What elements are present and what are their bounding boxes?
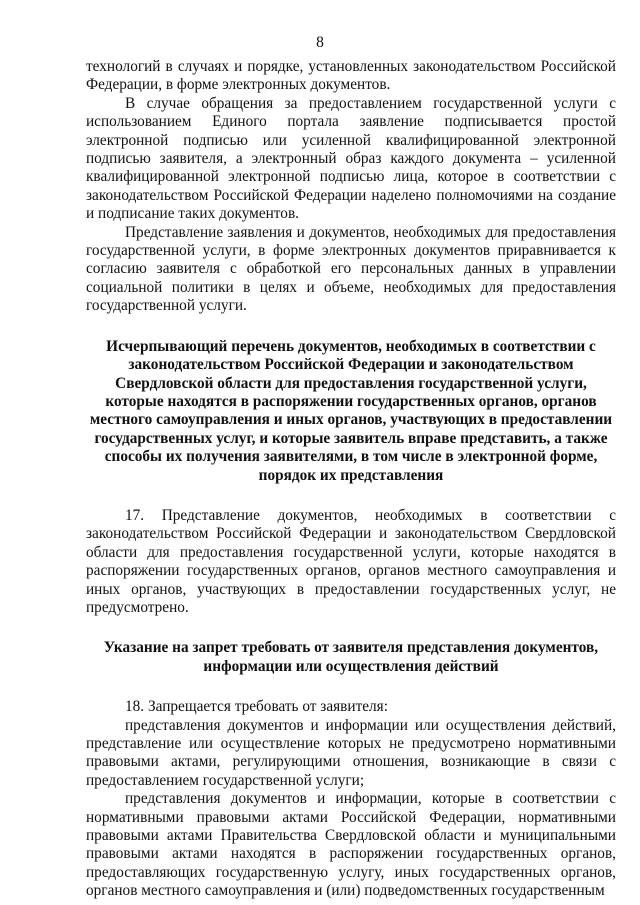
paragraph-18: 18. Запрещается требовать от заявителя:: [125, 698, 388, 716]
paragraph-continuation: технологий в случаях и порядке, установленных законодательством Российской Федерации, в форме электронных документов.: [86, 58, 616, 94]
paragraph-electronic-signature: В случае обращения за предоставлением государственной услуги с использованием Единого портала заявление подписывается простой электронной подписью или усиленной квалифицированной электронной подписью заявителя, а электронный образ каждого документа – усиленной квалифицированной электронной подписью лица, которое в соответствии с законодательством Российской Федерации наделено полномочиями на создание и подписание таких документов.: [86, 94, 616, 223]
section-heading-documents-list: Исчерпывающий перечень документов, необходимых в соответствии с законодательством Российской Федерации и законодательством Свердловской области для предоставления государственной услуги, которые находятся в распоряжении государственных органов, органов местного самоуправления и иных органов, участвующих в предоставлении государственных услуг, и которые заявитель вправе представить, а также способы их получения заявителями, в том числе в электронной форме, порядок их представления: [89, 337, 613, 484]
page-content: [86, 58, 616, 901]
paragraph-personal-data-consent: Представление заявления и документов, необходимых для предоставления государственной услуги, в форме электронных документов приравнивается к согласию заявителя с обработкой его персональных данных в управлении социальной политики в целях и объеме, необходимых для предоставления государственной услуги.: [86, 223, 616, 315]
paragraph-17: 17. Представление документов, необходимых в соответствии с законодательством Российской Федерации и законодательством Свердловской области для предоставления государственной услуги, которые находятся в распоряжении государственных органов, органов местного самоуправления и иных органов, участвующих в предоставлении государственных услуг, не предусмотрено.: [86, 506, 616, 616]
section-heading-prohibition: Указание на запрет требовать от заявителя представления документов, информации или осуществления действий: [103, 639, 599, 675]
paragraph-18-item: представления документов и информации, которые в соответствии с нормативными правовыми актами Российской Федерации, нормативными правовыми актами Правительства Свердловской области и муниципальными правовыми актами находятся в распоряжении государственных органов, предоставляющих государственную услугу, иных государственных органов, органов местного самоуправления и (или) подведомственных государственным: [86, 790, 616, 900]
paragraph-18-item: представления документов и информации или осуществления действий, представление или осуществление которых не предусмотрено нормативными правовыми актами, регулирующими отношения, возникающие в связи с предоставлением государственной услуги;: [86, 716, 616, 789]
page-number: 8: [316, 34, 324, 51]
